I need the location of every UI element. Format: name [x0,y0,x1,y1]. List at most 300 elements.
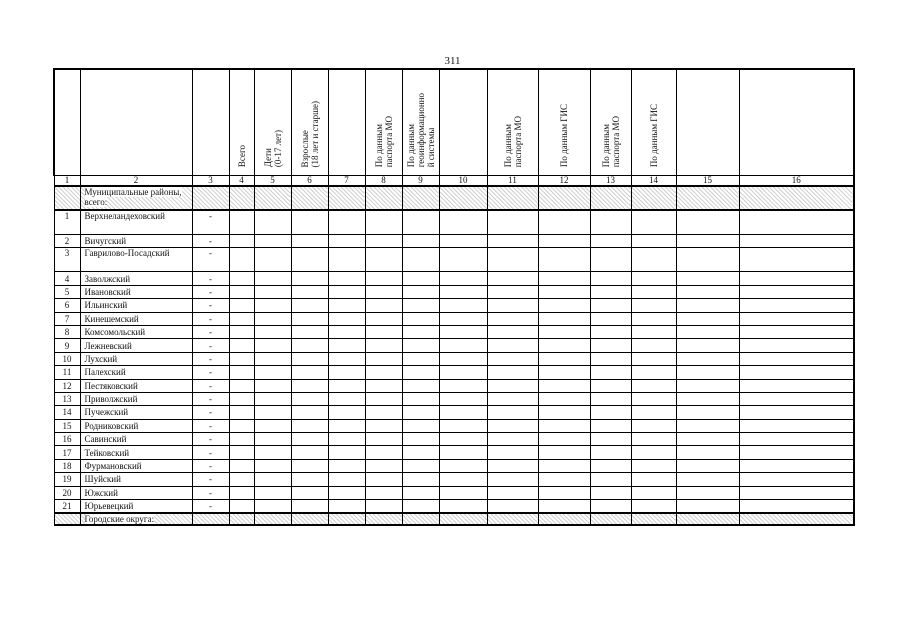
table-cell [254,210,291,235]
table-cell [254,366,291,379]
table-cell [254,312,291,325]
table-row [54,392,854,405]
table-cell [439,285,487,298]
table-cell [254,473,291,486]
table-cell [254,446,291,459]
table-cell [254,406,291,419]
table-cell [590,379,631,392]
table-cell [328,210,365,235]
dash-cell: - [192,379,229,392]
row-number: 9 [54,339,80,352]
table-cell [328,459,365,472]
table-cell [739,473,854,486]
table-cell [590,513,631,525]
table-cell [631,392,676,405]
table-cell [487,312,538,325]
column-number: 8 [365,176,402,187]
table-cell [439,486,487,499]
table-cell [365,473,402,486]
table-cell [291,500,328,514]
table-cell [291,235,328,248]
row-number: 21 [54,500,80,514]
table-cell [487,352,538,365]
table-cell [631,433,676,446]
table-cell [676,433,739,446]
table-cell [365,392,402,405]
table-cell [676,419,739,432]
table-cell [192,186,229,210]
row-number: 18 [54,459,80,472]
table-cell [254,392,291,405]
table-cell [590,473,631,486]
table-cell [439,406,487,419]
table-cell [365,419,402,432]
dash-cell: - [192,366,229,379]
table-cell [590,272,631,285]
district-name: Лухский [80,352,192,365]
district-name: Лежневский [80,339,192,352]
table-cell [676,486,739,499]
table-cell [487,392,538,405]
table-cell [254,419,291,432]
table-cell [439,392,487,405]
header-cell-3 [192,69,229,176]
row-number: 6 [54,299,80,312]
table-cell [487,210,538,235]
table-cell [631,210,676,235]
table-cell [590,248,631,272]
table-cell [229,325,254,338]
table-cell [590,325,631,338]
dash-cell: - [192,248,229,272]
table-cell [538,446,590,459]
table-cell [291,352,328,365]
table-cell [631,486,676,499]
table-cell [291,486,328,499]
table-cell [365,210,402,235]
table-cell [229,210,254,235]
table-cell [291,325,328,338]
table-cell [365,433,402,446]
row-number: 3 [54,248,80,272]
table-cell [229,459,254,472]
table-cell [402,366,439,379]
table-cell [402,186,439,210]
table-row [54,352,854,365]
table-cell [439,352,487,365]
column-number: 11 [487,176,538,187]
district-name: Верхнеландеховский [80,210,192,235]
table-cell [538,459,590,472]
table-cell [439,513,487,525]
table-row [54,210,854,235]
table-cell [631,500,676,514]
column-number: 4 [229,176,254,187]
table-cell [402,406,439,419]
table-cell [254,459,291,472]
row-number: 12 [54,379,80,392]
table-cell [590,285,631,298]
table-cell [229,312,254,325]
table-cell [676,210,739,235]
table-cell [365,352,402,365]
table-cell [328,272,365,285]
table-cell [439,186,487,210]
table-cell [402,312,439,325]
table-cell [631,459,676,472]
table-cell [631,285,676,298]
table-cell [80,186,192,210]
table-cell [328,500,365,514]
table-cell [590,186,631,210]
table-cell [676,366,739,379]
table-cell [402,235,439,248]
table-cell [590,486,631,499]
table-cell [487,235,538,248]
header-adults: Взрослые (18 лет и старше) [299,100,320,167]
table-cell [80,513,192,525]
table-cell [365,446,402,459]
table-cell [291,459,328,472]
table-cell [631,272,676,285]
table-cell [291,285,328,298]
district-rows [54,210,854,513]
district-name: Палехский [80,366,192,379]
table-cell [739,459,854,472]
table-cell [328,419,365,432]
table-cell [676,325,739,338]
table-row [54,473,854,486]
table-cell [487,500,538,514]
table-cell [590,366,631,379]
table-row [54,419,854,432]
table-row [54,235,854,248]
district-name: Шуйский [80,473,192,486]
table-cell [439,325,487,338]
table-cell [229,419,254,432]
table-cell [739,248,854,272]
table-cell [538,513,590,525]
table-cell [676,459,739,472]
table-cell [328,366,365,379]
table-cell [739,299,854,312]
table-cell [328,235,365,248]
header-gis-1: По данным ГИС [559,103,569,167]
table-cell [229,352,254,365]
table-cell [676,446,739,459]
dash-cell: - [192,299,229,312]
dash-cell: - [192,210,229,235]
table-cell [739,392,854,405]
table-cell [365,272,402,285]
table-cell [538,406,590,419]
dash-cell: - [192,433,229,446]
table-cell [254,248,291,272]
table-cell [487,446,538,459]
table-cell [54,186,80,210]
table-cell [676,299,739,312]
table-cell [538,339,590,352]
column-number: 14 [631,176,676,187]
table-cell [365,513,402,525]
table-cell [439,419,487,432]
district-name: Фурмановский [80,459,192,472]
column-number: 13 [590,176,631,187]
dash-cell: - [192,419,229,432]
table-cell [402,419,439,432]
table-cell [590,299,631,312]
table-cell [328,312,365,325]
table-cell [739,366,854,379]
table-cell [365,285,402,298]
row-number: 17 [54,446,80,459]
header-cell-12 [538,69,590,176]
table-cell [254,325,291,338]
table-cell [439,379,487,392]
table-cell [439,272,487,285]
district-name: Гаврилово-Посадский [80,248,192,272]
row-number: 1 [54,210,80,235]
table-cell [229,366,254,379]
table-row [54,446,854,459]
table-cell [739,210,854,235]
table-cell [402,285,439,298]
table-header-row [54,69,854,176]
district-name: Южский [80,486,192,499]
district-name: Вичугский [80,235,192,248]
table-cell [538,366,590,379]
header-cell-13 [590,69,631,176]
table-cell [590,339,631,352]
table-cell [291,379,328,392]
table-row [54,459,854,472]
table-cell [487,513,538,525]
table-cell [365,486,402,499]
table-cell [631,352,676,365]
table-cell [192,513,229,525]
table-cell [487,186,538,210]
table-cell [590,500,631,514]
table-cell [328,486,365,499]
dash-cell: - [192,272,229,285]
table-cell [365,500,402,514]
table-cell [538,248,590,272]
header-cell-16 [739,69,854,176]
dash-cell: - [192,339,229,352]
table-cell [538,433,590,446]
table-cell [402,446,439,459]
row-number: 15 [54,419,80,432]
table-cell [439,299,487,312]
table-cell [631,186,676,210]
district-name: Савинский [80,433,192,446]
table-cell [229,392,254,405]
table-cell [487,272,538,285]
table-cell [229,433,254,446]
section-label-city: Городские округа: [84,514,155,525]
header-cell-1 [54,69,80,176]
table-cell [676,513,739,525]
table-cell [538,392,590,405]
table-cell [538,486,590,499]
table-cell [229,473,254,486]
district-name: Пучежский [80,406,192,419]
table-cell [439,235,487,248]
table-cell [439,210,487,235]
table-cell [676,392,739,405]
table-cell [328,285,365,298]
page-number: 311 [444,55,461,67]
table-cell [631,513,676,525]
table-cell [739,352,854,365]
table-cell [229,339,254,352]
table-cell [328,248,365,272]
table-cell [291,513,328,525]
table-cell [229,513,254,525]
table-cell [254,433,291,446]
table-cell [739,186,854,210]
table-row [54,325,854,338]
table-cell [291,473,328,486]
table-cell [229,285,254,298]
table-cell [676,352,739,365]
table-cell [254,379,291,392]
table-row [54,406,854,419]
table-cell [229,486,254,499]
table-cell [402,379,439,392]
table-row [54,486,854,499]
dash-cell: - [192,406,229,419]
table-cell [365,459,402,472]
row-number: 13 [54,392,80,405]
header-cell-6 [291,69,328,176]
dash-cell: - [192,352,229,365]
table-cell [291,299,328,312]
table-cell [487,366,538,379]
table-cell [365,325,402,338]
table-cell [590,392,631,405]
table-cell [487,339,538,352]
table-cell [365,248,402,272]
row-number: 11 [54,366,80,379]
table-cell [631,446,676,459]
table-cell [676,339,739,352]
table-cell [590,459,631,472]
row-number: 10 [54,352,80,365]
header-cell-9 [402,69,439,176]
table-cell [676,500,739,514]
row-number: 19 [54,473,80,486]
table-cell [328,339,365,352]
table-cell [229,248,254,272]
table-cell [487,406,538,419]
table-cell [254,352,291,365]
table-cell [538,299,590,312]
table-cell [254,235,291,248]
table-cell [487,459,538,472]
table-cell [676,406,739,419]
table-cell [328,473,365,486]
column-number-row [54,176,854,187]
table-cell [487,419,538,432]
table-cell [538,473,590,486]
table-cell [487,486,538,499]
header-children: Дети (0-17 лет) [262,129,283,167]
table-cell [402,352,439,365]
header-passport-mo-1: По данным паспорта МО [373,115,394,167]
table-cell [439,459,487,472]
table-cell [54,513,80,525]
table-cell [254,186,291,210]
column-number: 3 [192,176,229,187]
table-cell [365,312,402,325]
district-name: Пестяковский [80,379,192,392]
table-cell [402,433,439,446]
header-cell-5 [254,69,291,176]
table-cell [254,500,291,514]
column-number: 5 [254,176,291,187]
column-number: 1 [54,176,80,187]
table-cell [538,325,590,338]
table-cell [590,352,631,365]
table-cell [365,339,402,352]
table-cell [439,446,487,459]
table-cell [439,366,487,379]
table-cell [365,299,402,312]
table-cell [229,272,254,285]
district-name: Юрьевецкий [80,500,192,514]
header-cell-7 [328,69,365,176]
table-cell [402,513,439,525]
table-cell [676,235,739,248]
table-cell [291,366,328,379]
header-cell-4 [229,69,254,176]
table-row [54,339,854,352]
table-cell [739,235,854,248]
row-number: 8 [54,325,80,338]
table-cell [538,352,590,365]
table-cell [538,379,590,392]
district-name: Приволжский [80,392,192,405]
table-row [54,299,854,312]
table-cell [631,325,676,338]
table-cell [402,272,439,285]
table-cell [402,248,439,272]
table-cell [291,392,328,405]
column-number: 10 [439,176,487,187]
table-cell [402,325,439,338]
table-row [54,312,854,325]
table-cell [739,500,854,514]
column-number: 7 [328,176,365,187]
table-cell [631,299,676,312]
table-cell [328,446,365,459]
table-cell [229,406,254,419]
table-row [54,433,854,446]
table-cell [291,248,328,272]
table-cell [631,312,676,325]
column-number: 6 [291,176,328,187]
table-cell [229,500,254,514]
table-cell [538,210,590,235]
row-number: 2 [54,235,80,248]
district-name: Ивановский [80,285,192,298]
dash-cell: - [192,459,229,472]
data-table [53,68,855,526]
district-name: Кинешемский [80,312,192,325]
table-cell [676,312,739,325]
header-cell-2 [80,69,192,176]
